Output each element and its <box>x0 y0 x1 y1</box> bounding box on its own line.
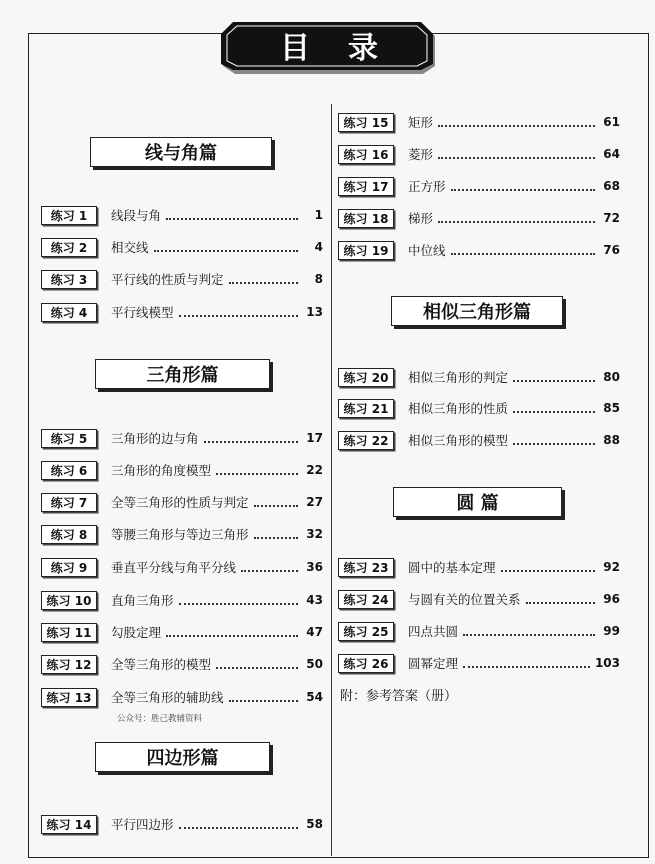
leader-dots <box>254 535 298 539</box>
exercise-topic: 相交线 <box>111 240 149 255</box>
page-number: 61 <box>603 115 620 129</box>
exercise-label: 练习 11 <box>41 623 97 642</box>
leader-dots <box>463 632 595 636</box>
toc-entry[interactable] <box>338 112 620 132</box>
exercise-topic: 相似三角形的模型 <box>408 433 509 448</box>
leader-dots <box>451 251 595 255</box>
toc-entry[interactable] <box>41 205 323 225</box>
exercise-topic: 全等三角形的辅助线 <box>111 690 224 705</box>
exercise-topic: 正方形 <box>408 179 446 194</box>
exercise-topic: 三角形的边与角 <box>111 431 199 446</box>
page-number: 13 <box>306 305 323 319</box>
toc-entry[interactable] <box>338 589 620 609</box>
toc-entry[interactable] <box>41 814 323 834</box>
toc-entry[interactable] <box>41 524 323 544</box>
leader-dots <box>179 601 298 605</box>
exercise-label: 练习 7 <box>41 493 97 512</box>
leader-dots <box>254 503 298 507</box>
exercise-topic: 菱形 <box>408 147 434 162</box>
exercise-label: 练习 12 <box>41 655 97 674</box>
exercise-label: 练习 14 <box>41 815 97 834</box>
toc-entry[interactable] <box>41 237 323 257</box>
page-number: 22 <box>306 463 323 477</box>
exercise-label: 练习 9 <box>41 558 97 577</box>
leader-dots <box>179 825 298 829</box>
toc-entry[interactable] <box>338 144 620 164</box>
exercise-topic: 平行线的性质与判定 <box>111 272 224 287</box>
exercise-label: 练习 8 <box>41 525 97 544</box>
leader-dots <box>229 280 298 284</box>
page-number: 103 <box>594 656 620 670</box>
page-number: 92 <box>603 560 620 574</box>
leader-dots <box>229 698 298 702</box>
leader-dots <box>526 600 595 604</box>
toc-entry[interactable] <box>41 460 323 480</box>
page-number: 58 <box>306 817 323 831</box>
page-number: 8 <box>314 272 323 286</box>
leader-dots <box>241 568 298 572</box>
page-number: 43 <box>306 593 323 607</box>
exercise-label: 练习 18 <box>338 209 394 228</box>
page-number: 36 <box>306 560 323 574</box>
toc-entry[interactable] <box>338 176 620 196</box>
leader-dots <box>513 441 595 445</box>
toc-entry[interactable] <box>41 687 323 707</box>
leader-dots <box>154 248 298 252</box>
page-number: 50 <box>306 657 323 671</box>
exercise-topic: 勾股定理 <box>111 625 162 640</box>
page-number: 99 <box>603 624 620 638</box>
exercise-topic: 矩形 <box>408 115 434 130</box>
page-number: 72 <box>603 211 620 225</box>
page-number: 85 <box>603 401 620 415</box>
toc-entry[interactable] <box>41 557 323 577</box>
exercise-topic: 四点共圆 <box>408 624 459 639</box>
leader-dots <box>438 155 595 159</box>
exercise-label: 练习 26 <box>338 654 394 673</box>
column-divider <box>331 104 332 856</box>
leader-dots <box>513 378 595 382</box>
section-triangles: 三角形篇 <box>95 359 270 389</box>
leader-dots <box>179 313 298 317</box>
exercise-label: 练习 10 <box>41 591 97 610</box>
toc-entry[interactable] <box>338 653 620 673</box>
toc-entry[interactable] <box>338 240 620 260</box>
leader-dots <box>216 471 298 475</box>
page-number: 96 <box>603 592 620 606</box>
exercise-label: 练习 24 <box>338 590 394 609</box>
exercise-label: 练习 4 <box>41 303 97 322</box>
exercise-label: 练习 2 <box>41 238 97 257</box>
appendix-entry[interactable]: 附：参考答案（册） <box>340 689 458 704</box>
toc-entry[interactable] <box>41 492 323 512</box>
toc-entry[interactable] <box>41 590 323 610</box>
exercise-label: 练习 23 <box>338 558 394 577</box>
page-number: 32 <box>306 527 323 541</box>
page-number: 27 <box>306 495 323 509</box>
leader-dots <box>204 439 298 443</box>
toc-entry[interactable] <box>41 269 323 289</box>
section-circles: 圆 篇 <box>393 487 562 517</box>
toc-entry[interactable] <box>338 398 620 418</box>
toc-entry[interactable] <box>338 367 620 387</box>
exercise-label: 练习 13 <box>41 688 97 707</box>
exercise-label: 练习 19 <box>338 241 394 260</box>
section-quadrilaterals: 四边形篇 <box>95 742 270 772</box>
exercise-topic: 平行四边形 <box>111 817 174 832</box>
page-number: 47 <box>306 625 323 639</box>
page-number: 54 <box>306 690 323 704</box>
toc-entry[interactable] <box>41 428 323 448</box>
page-number: 80 <box>603 370 620 384</box>
exercise-topic: 中位线 <box>408 243 446 258</box>
toc-entry[interactable] <box>338 430 620 450</box>
exercise-topic: 全等三角形的模型 <box>111 657 212 672</box>
title-banner <box>221 20 437 76</box>
exercise-label: 练习 1 <box>41 206 97 225</box>
exercise-topic: 全等三角形的性质与判定 <box>111 495 249 510</box>
exercise-label: 练习 25 <box>338 622 394 641</box>
page-number: 64 <box>603 147 620 161</box>
section-similar-triangles: 相似三角形篇 <box>391 296 563 326</box>
leader-dots <box>438 123 595 127</box>
leader-dots <box>438 219 595 223</box>
page-number: 68 <box>603 179 620 193</box>
exercise-topic: 垂直平分线与角平分线 <box>111 560 237 575</box>
exercise-topic: 三角形的角度模型 <box>111 463 212 478</box>
exercise-label: 练习 3 <box>41 270 97 289</box>
page-number: 17 <box>306 431 323 445</box>
exercise-topic: 等腰三角形与等边三角形 <box>111 527 249 542</box>
page-number: 4 <box>314 240 323 254</box>
page-title: 目录 <box>280 31 416 66</box>
exercise-label: 练习 17 <box>338 177 394 196</box>
leader-dots <box>451 187 595 191</box>
toc-entry[interactable] <box>41 654 323 674</box>
exercise-topic: 圆中的基本定理 <box>408 560 496 575</box>
exercise-topic: 线段与角 <box>111 208 162 223</box>
exercise-topic: 圆幂定理 <box>408 656 459 671</box>
page-number: 88 <box>603 433 620 447</box>
toc-entry[interactable] <box>338 208 620 228</box>
exercise-topic: 相似三角形的性质 <box>408 401 509 416</box>
exercise-topic: 与圆有关的位置关系 <box>408 592 521 607</box>
leader-dots <box>216 665 298 669</box>
leader-dots <box>501 568 595 572</box>
toc-entry[interactable] <box>41 302 323 322</box>
section-lines-angles: 线与角篇 <box>90 137 272 167</box>
watermark-note: 公众号：胜己教辅资料 <box>117 714 203 724</box>
toc-entry[interactable] <box>41 622 323 642</box>
exercise-label: 练习 22 <box>338 431 394 450</box>
toc-entry[interactable] <box>338 557 620 577</box>
page-number: 1 <box>314 208 323 222</box>
exercise-label: 练习 5 <box>41 429 97 448</box>
leader-dots <box>166 633 298 637</box>
exercise-topic: 直角三角形 <box>111 593 174 608</box>
exercise-topic: 梯形 <box>408 211 434 226</box>
page-number: 76 <box>603 243 620 257</box>
leader-dots <box>166 216 298 220</box>
exercise-topic: 相似三角形的判定 <box>408 370 509 385</box>
toc-entry[interactable] <box>338 621 620 641</box>
exercise-label: 练习 21 <box>338 399 394 418</box>
leader-dots <box>463 664 590 668</box>
exercise-topic: 平行线模型 <box>111 305 174 320</box>
exercise-label: 练习 6 <box>41 461 97 480</box>
exercise-label: 练习 15 <box>338 113 394 132</box>
exercise-label: 练习 16 <box>338 145 394 164</box>
leader-dots <box>513 409 595 413</box>
exercise-label: 练习 20 <box>338 368 394 387</box>
